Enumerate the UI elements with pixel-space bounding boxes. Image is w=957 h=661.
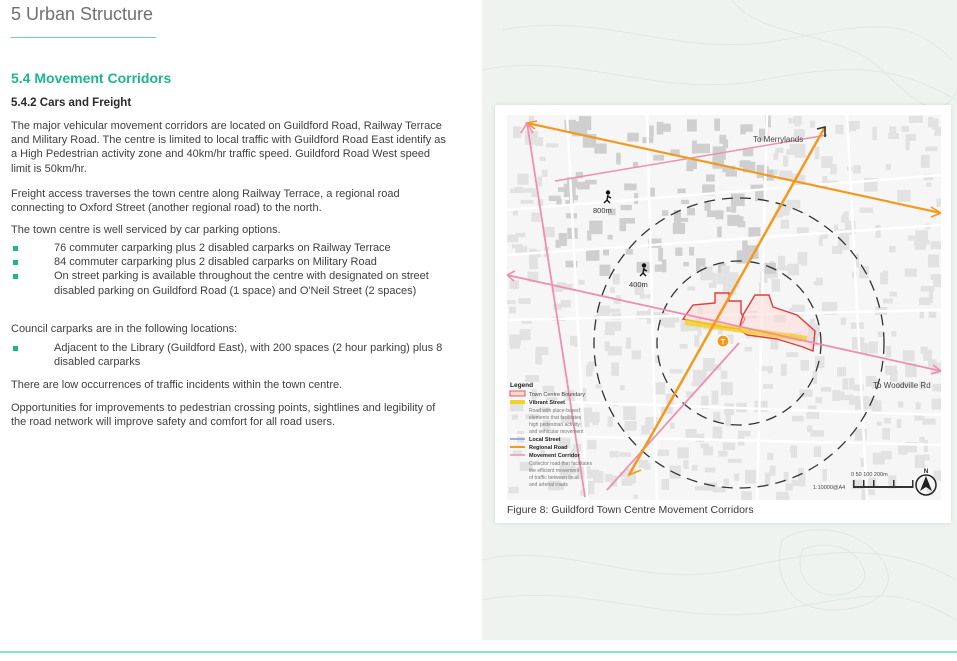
building-block [813, 371, 818, 384]
building-block [645, 463, 651, 470]
building-block [905, 268, 917, 276]
building-block [507, 300, 516, 304]
building-block [728, 459, 742, 463]
building-block [926, 183, 931, 187]
legend-title: Legend [510, 382, 534, 389]
building-block [658, 450, 670, 457]
building-block [713, 487, 726, 492]
building-block [742, 241, 748, 253]
building-block [525, 131, 538, 145]
building-block [556, 199, 561, 206]
building-block [738, 431, 750, 437]
building-block [695, 486, 709, 490]
parking-list [11, 241, 451, 298]
building-block [806, 412, 819, 419]
building-block [741, 491, 751, 500]
building-block [781, 364, 787, 376]
legend-desc-line: high pedestrian activity [529, 422, 580, 428]
bullet-marker [13, 274, 18, 279]
building-block [807, 425, 812, 432]
building-block [687, 119, 697, 131]
building-block [886, 164, 891, 170]
building-block [925, 240, 930, 245]
building-block [909, 116, 917, 123]
building-block [745, 347, 752, 352]
building-block [531, 213, 540, 222]
building-block [680, 344, 688, 349]
legend-label-local: Local Street [529, 437, 561, 443]
building-block [921, 286, 935, 292]
building-block [770, 466, 776, 476]
building-block [623, 406, 636, 420]
building-block [860, 208, 873, 214]
building-block [537, 176, 542, 186]
building-block [611, 363, 619, 376]
list-item: On street parking is available throughout the centre with designated on street disabled parking on Guildford Road (1 space) and O'Neil Street (2 spaces) [11, 269, 451, 297]
building-block [919, 297, 931, 305]
building-block [518, 174, 529, 185]
building-block [877, 422, 882, 426]
building-block [678, 189, 686, 194]
building-block [662, 479, 670, 490]
building-block [703, 358, 715, 371]
building-block [734, 473, 739, 481]
building-block [786, 149, 795, 155]
section-heading: 5.4 Movement Corridors [11, 70, 172, 86]
carparks-list [11, 341, 451, 369]
list-item: Adjacent to the Library (Guildford East), with 200 spaces (2 hour parking) plus 8 disabled carparks [11, 341, 451, 369]
paragraph-parking-intro: The town centre is well serviced by car parking options. [11, 224, 281, 236]
building-block [610, 287, 615, 293]
legend-label-regional: Regional Road [529, 445, 568, 451]
building-block [678, 218, 688, 222]
building-block [713, 412, 720, 422]
building-block [908, 236, 916, 241]
building-block [931, 274, 941, 280]
building-block [519, 298, 531, 304]
building-block [834, 225, 838, 232]
building-block [815, 356, 825, 368]
building-block [726, 171, 738, 177]
label-800m: 800m [593, 206, 612, 215]
building-block [529, 249, 537, 263]
building-block [773, 169, 777, 175]
building-block [842, 378, 848, 389]
building-block [517, 431, 524, 443]
building-block [509, 307, 516, 314]
building-block [784, 495, 790, 500]
building-block [625, 477, 636, 484]
building-block [696, 144, 710, 154]
building-block [780, 266, 792, 271]
building-block [589, 221, 602, 235]
building-block [897, 190, 910, 202]
building-block [540, 157, 546, 162]
building-block [724, 479, 730, 486]
building-block [653, 155, 664, 161]
building-block [915, 416, 925, 421]
paragraph-incidents: There are low occurrences of traffic incidents within the town centre. [11, 379, 343, 391]
sub-heading: 5.4.2 Cars and Freight [11, 97, 132, 109]
building-block [791, 480, 803, 486]
building-block [773, 153, 778, 160]
figure-caption: Figure 8: Guildford Town Centre Movement Corridors [507, 504, 754, 516]
building-block [816, 278, 823, 286]
building-block [510, 189, 514, 193]
building-block [587, 440, 596, 449]
building-block [731, 193, 745, 206]
building-block [669, 466, 681, 479]
list-item: 84 commuter carparking plus 2 disabled carparks on Military Road [11, 255, 451, 269]
label-400m: 400m [629, 280, 648, 289]
building-block [921, 155, 930, 168]
building-block [755, 401, 768, 412]
building-block [515, 244, 520, 253]
building-block [721, 371, 728, 380]
building-block [701, 443, 709, 448]
building-block [624, 184, 636, 191]
bullet-marker [13, 246, 18, 251]
building-block [792, 416, 804, 422]
building-block [640, 294, 646, 298]
building-block [512, 415, 518, 420]
building-block [510, 280, 520, 289]
building-block [529, 116, 534, 122]
building-block [890, 292, 898, 297]
building-block [723, 140, 728, 148]
legend-label-boundary: Town Centre Boundary [529, 392, 585, 398]
building-block [903, 350, 915, 361]
building-block [520, 329, 531, 340]
building-block [670, 369, 682, 374]
building-block [632, 350, 641, 359]
building-block [883, 299, 893, 304]
legend-desc-line: and arterial roads [529, 482, 568, 488]
building-block [869, 342, 878, 354]
building-block [577, 182, 590, 190]
building-block [853, 165, 861, 173]
building-block [624, 421, 636, 431]
building-block [588, 481, 594, 494]
legend-desc-line: of traffic between local [529, 475, 579, 481]
building-block [662, 210, 668, 216]
paragraph-corridors: The major vehicular movement corridors are located on Guildford Road, Railway Terrace and Military Road. The centre is limited to local traffic with Guildford Road East identify as a High Pedestrian activity zone and 40km/hr traffic speed. Guildford Road West speed limit is 50km/hr. [11, 120, 446, 175]
building-block [626, 338, 631, 349]
building-block [837, 367, 846, 376]
building-block [790, 447, 796, 453]
building-block [783, 156, 788, 167]
building-block [705, 468, 716, 473]
building-block [757, 165, 765, 172]
building-block [712, 156, 723, 168]
building-block [721, 382, 733, 395]
building-block [627, 133, 639, 142]
legend-label-vibrant: Vibrant Street [529, 400, 565, 406]
building-block [706, 175, 715, 182]
chapter-title: 5 Urban Structure [11, 4, 154, 24]
building-block [594, 144, 606, 154]
scale-numbers: 0 50 100 200m [851, 472, 888, 478]
building-block [835, 125, 843, 134]
building-block [788, 118, 792, 124]
building-block [600, 265, 611, 276]
building-block [707, 211, 719, 218]
building-block [932, 119, 939, 130]
building-block [613, 274, 620, 284]
building-block [763, 384, 773, 389]
building-block [683, 262, 689, 266]
building-block [587, 363, 594, 371]
building-block [916, 402, 921, 409]
building-block [735, 216, 744, 223]
building-block [884, 418, 891, 423]
label-to-woodville: To Woodville Rd [873, 381, 931, 390]
building-block [872, 127, 876, 140]
station-letter: T [720, 339, 726, 346]
building-block [723, 443, 736, 451]
north-label: N [923, 469, 929, 475]
bullet-marker [13, 346, 18, 351]
scale-ratio: 1:10000@A4 [813, 485, 846, 491]
building-block [897, 419, 902, 428]
building-block [851, 396, 860, 405]
building-block [848, 121, 860, 129]
building-block [621, 218, 635, 224]
building-block [507, 235, 518, 243]
building-block [559, 233, 567, 246]
building-block [713, 273, 717, 285]
building-block [616, 153, 621, 165]
paragraph-carparks-intro: Council carparks are in the following locations: [11, 323, 238, 335]
building-block [683, 460, 688, 469]
building-block [718, 451, 727, 457]
list-item: 76 commuter carparking plus 2 disabled carparks on Railway Terrace [11, 241, 451, 255]
building-block [596, 384, 602, 388]
building-block [521, 200, 534, 204]
building-block [890, 126, 897, 135]
building-block [923, 350, 932, 361]
building-block [620, 385, 625, 390]
building-block [509, 487, 519, 494]
building-block [605, 341, 610, 351]
label-to-merrylands: To Merrylands [753, 135, 804, 144]
building-block [621, 205, 632, 210]
building-block [726, 413, 731, 426]
building-block [915, 455, 925, 468]
building-block [649, 126, 654, 137]
building-block [932, 384, 941, 392]
building-block [919, 437, 924, 443]
legend-label-corridor: Movement Corridor [529, 453, 580, 459]
building-block [692, 141, 697, 154]
building-block [876, 225, 881, 238]
building-block [740, 124, 746, 134]
building-block [898, 446, 908, 455]
legend-desc-line: and vehicular movement [529, 429, 584, 435]
building-block [584, 116, 588, 128]
building-block [859, 267, 869, 279]
building-block [525, 375, 539, 382]
building-block [591, 412, 600, 423]
building-block [832, 390, 840, 401]
building-block [932, 399, 941, 410]
building-block [889, 246, 896, 252]
footer-divider [0, 651, 957, 653]
building-block [675, 248, 682, 256]
building-block [634, 495, 638, 499]
building-block [864, 343, 868, 353]
legend-desc-line: the efficient movement [529, 468, 580, 474]
building-block [656, 382, 666, 394]
building-block [626, 249, 633, 255]
building-block [713, 427, 723, 440]
building-block [800, 360, 809, 371]
building-block [868, 478, 876, 487]
building-block [605, 322, 614, 334]
building-block [524, 188, 536, 192]
building-block [793, 116, 802, 124]
building-block [881, 451, 892, 460]
movement-corridors-map [507, 115, 941, 500]
building-block [721, 266, 730, 280]
building-block [743, 149, 753, 156]
building-block [657, 124, 671, 132]
building-block [610, 451, 619, 457]
building-block [510, 343, 520, 349]
building-block [686, 429, 697, 438]
building-block [821, 387, 831, 392]
building-block [704, 202, 710, 210]
building-block [841, 215, 846, 223]
building-block [886, 346, 891, 358]
building-block [885, 366, 897, 375]
legend-desc-line: Road with place-based [529, 408, 580, 414]
building-block [772, 279, 781, 292]
building-block [841, 318, 846, 325]
building-block [931, 241, 941, 249]
building-block [726, 207, 731, 212]
building-block [746, 124, 753, 132]
building-block [768, 366, 773, 374]
building-block [745, 470, 756, 484]
building-block [608, 235, 613, 240]
building-block [795, 144, 806, 158]
building-block [892, 331, 897, 337]
building-block [561, 300, 571, 308]
building-block [673, 223, 685, 234]
building-block [810, 121, 815, 128]
building-block [535, 352, 542, 365]
building-block [925, 147, 937, 152]
building-block [608, 417, 614, 427]
building-block [767, 453, 773, 460]
legend-desc-line: elements that facilitates [529, 415, 582, 421]
building-block [650, 188, 655, 197]
building-block [816, 397, 823, 403]
building-block [670, 423, 675, 429]
chapter-divider [11, 37, 156, 38]
building-block [510, 403, 523, 411]
paragraph-freight: Freight access traverses the town centre along Railway Terrace, a regional road connecting to Oxford Street (another regional road) to the north. [11, 188, 400, 215]
building-block [515, 187, 524, 193]
building-block [801, 258, 806, 265]
building-block [688, 286, 696, 290]
building-block [712, 391, 719, 405]
building-block [775, 148, 783, 153]
building-block [882, 428, 890, 440]
building-block [700, 266, 712, 280]
building-block [786, 352, 798, 357]
bullet-marker [13, 260, 18, 265]
building-block [717, 227, 722, 238]
building-block [513, 126, 521, 138]
building-block [681, 200, 689, 204]
building-block [781, 220, 790, 229]
building-block [765, 472, 770, 485]
building-block [936, 199, 941, 207]
legend-swatch-boundary [510, 391, 525, 396]
building-block [714, 119, 720, 131]
building-block [658, 248, 663, 261]
building-block [694, 335, 699, 346]
building-block [831, 164, 837, 174]
building-block [542, 170, 548, 177]
building-block [792, 306, 802, 312]
figure-card [495, 105, 951, 523]
building-block [928, 255, 939, 268]
building-block [823, 469, 827, 481]
building-block [814, 446, 822, 457]
building-block [689, 247, 694, 255]
building-block [929, 312, 937, 318]
legend-desc-line: Collector road that facilitates [529, 461, 593, 467]
building-block [605, 474, 613, 482]
building-block [815, 147, 820, 160]
building-block [906, 134, 916, 141]
paragraph-opportunities: Opportunities for improvements to pedestrian crossing points, sightlines and legibility of the road network will improve safety and comfort for all road users. [11, 402, 436, 429]
building-block [619, 452, 631, 457]
building-block [687, 208, 695, 216]
building-block [883, 271, 888, 282]
building-block [692, 465, 698, 471]
building-block [662, 259, 667, 272]
building-block [578, 280, 584, 285]
building-block [687, 162, 694, 171]
building-block [810, 430, 824, 437]
building-block [901, 126, 908, 132]
building-block [546, 143, 558, 147]
building-block [586, 414, 591, 423]
building-block [709, 283, 717, 289]
building-block [678, 447, 689, 458]
building-block [898, 401, 903, 407]
